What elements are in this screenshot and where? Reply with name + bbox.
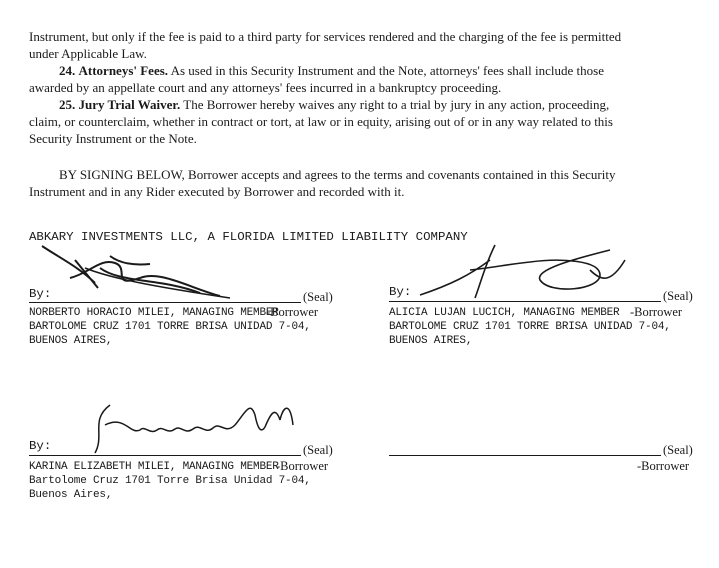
signer-4-signature-line xyxy=(389,455,661,456)
signer-1-role: -Borrower xyxy=(266,305,319,319)
signer-4-seal: (Seal) xyxy=(663,443,693,457)
text-line: under Applicable Law. xyxy=(29,46,147,61)
signer-3-role: -Borrower xyxy=(276,459,329,473)
signer-2-role: -Borrower xyxy=(630,305,683,319)
signer-1-signature-line xyxy=(29,302,301,303)
signer-3-address-2: Buenos Aires, xyxy=(29,489,113,501)
signature-3-scribble xyxy=(85,395,300,460)
text-line: Instrument and in any Rider executed by Borrower and recorded with it. xyxy=(29,184,405,199)
signer-4-role: -Borrower xyxy=(637,459,690,473)
signer-3-name: KARINA ELIZABETH MILEI, MANAGING MEMBER xyxy=(29,461,279,473)
signer-1-name: NORBERTO HORACIO MILEI, MANAGING MEMBER xyxy=(29,307,279,319)
signer-3-address-1: Bartolome Cruz 1701 Torre Brisa Unidad 7-04, xyxy=(29,475,311,487)
signer-1-address-2: BUENOS AIRES, xyxy=(29,335,113,347)
signer-2-name: ALICIA LUJAN LUCICH, MANAGING MEMBER xyxy=(389,307,620,319)
signer-1-by-label: By: xyxy=(29,287,52,301)
text-line: Instrument, but only if the fee is paid to a third party for services rendered and the charging of the fee is permitted xyxy=(29,29,622,44)
signature-2-scribble xyxy=(410,240,640,302)
paragraph-fees-continued xyxy=(29,28,697,147)
signature-1-scribble xyxy=(40,238,240,308)
signer-1-address-1: BARTOLOME CRUZ 1701 TORRE BRISA UNIDAD 7-04, xyxy=(29,321,311,333)
text-line: Security Instrument or the Note. xyxy=(29,131,197,146)
signer-3-seal: (Seal) xyxy=(303,443,333,457)
signer-2-address-1: BARTOLOME CRUZ 1701 TORRE BRISA UNIDAD 7-04, xyxy=(389,321,671,333)
signer-2-seal: (Seal) xyxy=(663,289,693,303)
section-24-text: As used in this Security Instrument and the Note, attorneys' fees shall include those xyxy=(170,63,604,78)
section-24 xyxy=(29,62,697,79)
text-line: claim, or counterclaim, whether in contract or tort, at law or in equity, arising out of or in any way related to this xyxy=(29,114,613,129)
text-line xyxy=(29,166,697,183)
section-24-number: 24. xyxy=(59,63,76,78)
section-25 xyxy=(29,96,697,113)
signer-2-address-2: BUENOS AIRES, xyxy=(389,335,473,347)
signer-3-signature-line xyxy=(29,455,301,456)
signer-2-signature-line xyxy=(389,301,661,302)
section-25-number: 25. xyxy=(59,97,76,112)
signer-2-by-label: By: xyxy=(389,285,412,299)
company-name: ABKARY INVESTMENTS LLC, A FLORIDA LIMITED LIABILITY COMPANY xyxy=(29,230,468,244)
signer-1-seal: (Seal) xyxy=(303,290,333,304)
section-25-title: Jury Trial Waiver. xyxy=(78,97,181,112)
signing-paragraph xyxy=(29,166,697,200)
signer-3-by-label: By: xyxy=(29,439,52,453)
section-24-title: Attorneys' Fees. xyxy=(78,63,169,78)
signing-text: BY SIGNING BELOW, Borrower accepts and agrees to the terms and covenants contained in this Security xyxy=(59,167,616,182)
text-line: awarded by an appellate court and any attorneys' fees incurred in a bankruptcy proceeding. xyxy=(29,80,502,95)
section-25-text: The Borrower hereby waives any right to a trial by jury in any action, proceeding, xyxy=(183,97,610,112)
